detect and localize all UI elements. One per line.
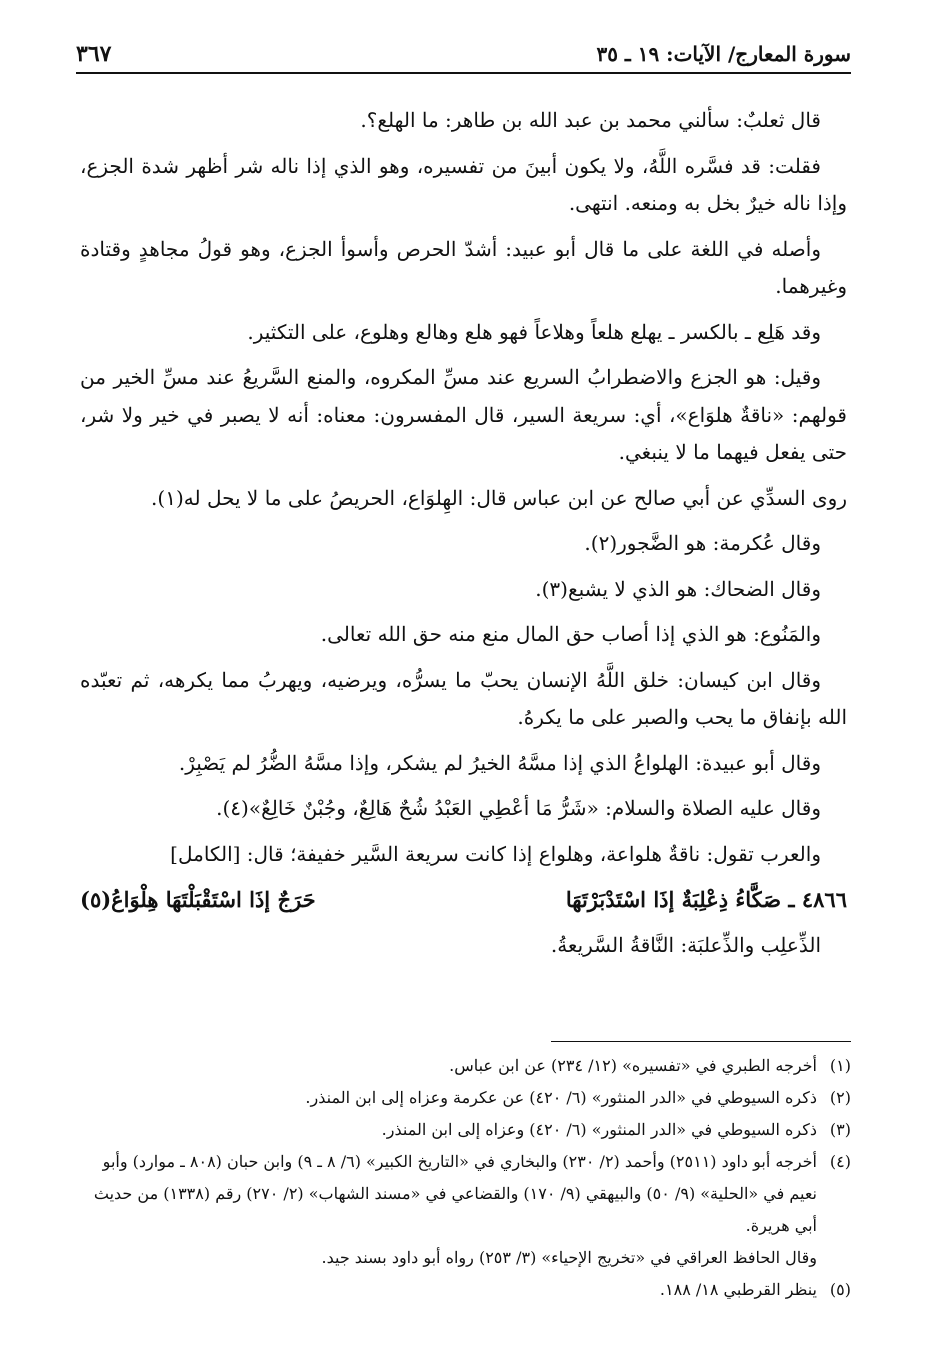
footnote-number: (٥) <box>829 1280 851 1299</box>
footnote-text: أخرجه أبو داود (٢٥١١) وأحمد (٢/ ٢٣٠) والبخاري في «التاريخ الكبير» (٦/ ٨ ـ ٩) وابن حبان (٨٠٨ ـ موارد) وأبو نعيم في «الحلية» (٩/ ٥٠) والبيهقي (٩/ ١٧٠) والقضاعي في «مسند الشهاب» (٢/ ٢٧٠) رقم (١٣٣٨) من حديث أبي هريرة. <box>93 1152 817 1235</box>
paragraph: وقال الضحاك: هو الذي لا يشبع(٣). <box>535 576 821 601</box>
footnote-text: ذكره السيوطي في «الدر المنثور» (٦/ ٤٢٠) عن عكرمة وعزاه إلى ابن المنذر. <box>305 1088 817 1107</box>
footnote <box>80 1274 851 1306</box>
paragraph: قال ثعلبٌ: سألني محمد بن عبد الله بن طاهر: ما الهلع؟. <box>360 108 821 132</box>
footnote <box>80 1114 851 1146</box>
footnote-separator <box>551 1041 851 1042</box>
verse-first-hemistich: ٤٨٦٦ ـ صَكَّاءُ ذِعْلِبَةٌ إذَا اسْتَدْبَرْتَهَا <box>565 887 847 912</box>
footnotes <box>80 1050 851 1306</box>
main-text <box>80 102 847 972</box>
paragraph: الذِّعلِب والذِّعلبَة: النَّاقةُ السَّريعةُ. <box>550 932 821 957</box>
footnote <box>80 1146 851 1242</box>
footnote <box>80 1082 851 1114</box>
footnote <box>80 1050 851 1082</box>
paragraph: فقلت: قد فسَّره اللَّهُ، ولا يكون أبينَ من تفسيره، وهو الذي إذا ناله شر أظهر شدة الجزع، وإذا ناله خيرٌ بخل به ومنعه. انتهى. <box>80 153 847 215</box>
footnote-text: أخرجه الطبري في «تفسيره» (١٢/ ٢٣٤) عن ابن عباس. <box>449 1056 817 1075</box>
paragraph: والعرب تقول: ناقةٌ هلواعة، وهلواع إذا كانت سريعة السَّير خفيفة؛ قال: [الكامل] <box>170 841 821 866</box>
paragraph: وقال أبو عبيدة: الهلواعُ الذي إذا مسَّهُ الخيرُ لم يشكر، وإذا مسَّهُ الضُّرُ لم يَصْبِرْ. <box>178 750 821 775</box>
paragraph: وأصله في اللغة على ما قال أبو عبيد: أشدّ الحرص وأسوأ الجزع، وهو قولُ مجاهدٍ وقتادة وغيرهما. <box>80 236 847 298</box>
paragraph: وقال ابن كيسان: خلق اللَّهُ الإنسان يحبّ ما يسرُّه، ويرضيه، ويهربُ مما يكرهه، ثم تعبّده الله بإنفاق ما يحب والصبر على ما يكرهُ. <box>80 667 847 729</box>
paragraph: وقال عليه الصلاة والسلام: «شَرُّ مَا أعْطِي العَبْدُ شُحٌ هَالِعٌ، وجُبْنٌ خَالِعٌ»(٤). <box>216 796 821 820</box>
footnote-number: (٣) <box>829 1120 851 1139</box>
paragraph: وقد هَلِع ـ بالكسر ـ يهلع هلعاً وهلاعاً فهو هلع وهالع وهلوع، على التكثير. <box>247 319 821 344</box>
page-number: ٣٦٧ <box>76 41 112 67</box>
paragraph: والمَنُوع: هو الذي إذا أصاب حق المال منع منه حق الله تعالى. <box>320 622 821 646</box>
running-title: سورة المعارج/ الآيات: ١٩ ـ ٣٥ <box>596 42 851 66</box>
verse-second-hemistich: حَرَجٌ إذَا اسْتَقْبَلْتَهَا هِلْوَاعُ(٥) <box>80 887 316 912</box>
footnote-number: (٤) <box>829 1152 851 1171</box>
footnote-text: ذكره السيوطي في «الدر المنثور» (٦/ ٤٢٠) وعزاه إلى ابن المنذر. <box>381 1120 817 1139</box>
poetry-verse <box>80 881 847 919</box>
paragraph: وقيل: هو الجزع والاضطرابُ السريع عند مسِّ المكروه، والمنع السَّريعُ عند مسِّ الخير من قولهم: «ناقةٌ هلوَاع»، أي: سريعة السير، قال المفسرون: معناه: أنه لا يصبر في خير ولا شر، حتى يفعل فيهما ما لا ينبغي. <box>80 365 847 464</box>
footnote-continuation: وقال الحافظ العراقي في «تخريج الإحياء» (٣/ ٢٥٣) رواه أبو داود بسند جيد. <box>321 1248 817 1267</box>
paragraph: روى السدِّي عن أبي صالح عن ابن عباس قال: الهِلوَاع، الحريصُ على ما لا يحل له(١). <box>151 485 847 510</box>
footnote-number: (١) <box>829 1056 851 1075</box>
footnote-text: ينظر القرطبي ١٨/ ١٨٨. <box>659 1280 817 1299</box>
paragraph: وقال عُكرمة: هو الضَّجور(٢). <box>584 531 821 555</box>
page-header <box>76 36 851 74</box>
footnote-number: (٢) <box>829 1088 851 1107</box>
